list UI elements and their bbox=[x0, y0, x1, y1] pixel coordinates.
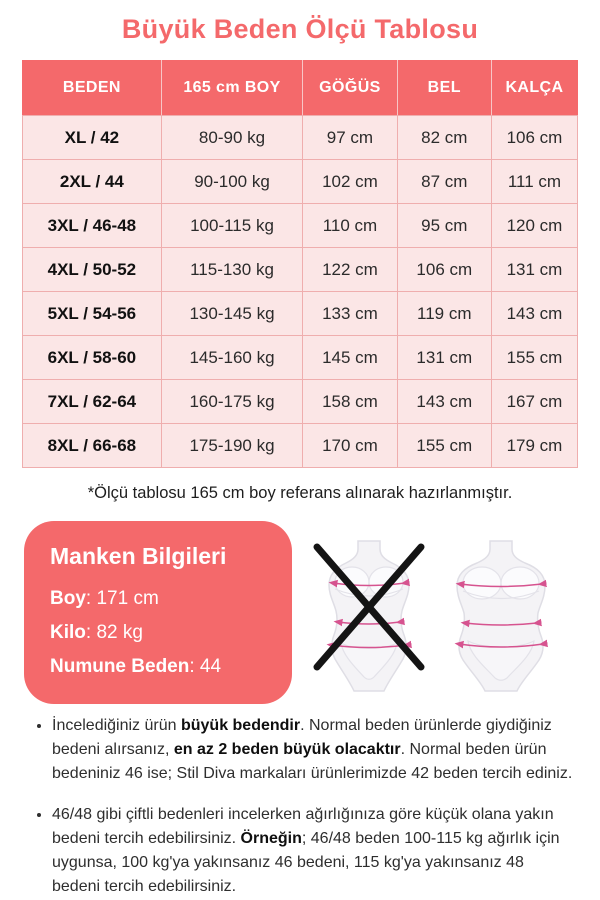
value-cell: 131 cm bbox=[491, 248, 577, 292]
value-cell: 131 cm bbox=[397, 336, 491, 380]
model-info-field: Kilo: 82 kg bbox=[50, 622, 143, 643]
value-cell: 167 cm bbox=[491, 380, 577, 424]
value-cell: 143 cm bbox=[491, 292, 577, 336]
value-cell: 106 cm bbox=[491, 116, 577, 160]
table-row bbox=[23, 160, 578, 204]
value-cell: 155 cm bbox=[491, 336, 577, 380]
column-header: GÖĞÜS bbox=[303, 61, 397, 116]
size-cell: 3XL / 46-48 bbox=[23, 204, 162, 248]
value-cell: 160-175 kg bbox=[161, 380, 303, 424]
value-cell: 145-160 kg bbox=[161, 336, 303, 380]
value-cell: 106 cm bbox=[397, 248, 491, 292]
figure-illustrations bbox=[292, 521, 578, 694]
notes-list bbox=[32, 714, 574, 899]
table-row bbox=[23, 204, 578, 248]
value-cell: 97 cm bbox=[303, 116, 397, 160]
value-cell: 90-100 kg bbox=[161, 160, 303, 204]
size-cell: XL / 42 bbox=[23, 116, 162, 160]
value-cell: 133 cm bbox=[303, 292, 397, 336]
value-cell: 87 cm bbox=[397, 160, 491, 204]
column-header: KALÇA bbox=[491, 61, 577, 116]
size-table-header-row bbox=[23, 61, 578, 116]
model-info-fields bbox=[50, 582, 268, 684]
size-cell: 5XL / 54-56 bbox=[23, 292, 162, 336]
table-row bbox=[23, 248, 578, 292]
value-cell: 110 cm bbox=[303, 204, 397, 248]
size-cell: 4XL / 50-52 bbox=[23, 248, 162, 292]
table-row bbox=[23, 336, 578, 380]
value-cell: 179 cm bbox=[491, 424, 577, 468]
value-cell: 170 cm bbox=[303, 424, 397, 468]
plus-size-figure-icon bbox=[445, 539, 557, 694]
table-row bbox=[23, 116, 578, 160]
value-cell: 122 cm bbox=[303, 248, 397, 292]
size-table-body bbox=[23, 116, 578, 468]
column-header: BEL bbox=[397, 61, 491, 116]
value-cell: 100-115 kg bbox=[161, 204, 303, 248]
size-cell: 6XL / 58-60 bbox=[23, 336, 162, 380]
value-cell: 82 cm bbox=[397, 116, 491, 160]
table-row bbox=[23, 292, 578, 336]
model-info-row bbox=[24, 521, 578, 704]
value-cell: 130-145 kg bbox=[161, 292, 303, 336]
value-cell: 155 cm bbox=[397, 424, 491, 468]
size-cell: 8XL / 66-68 bbox=[23, 424, 162, 468]
model-info-field: Boy: 171 cm bbox=[50, 588, 159, 609]
table-row bbox=[23, 380, 578, 424]
note-item: • 46/48 gibi çiftli bedenleri incelerken ağırlığınıza göre küçük olana yakın bedeni tercih edebilirsiniz. Örneğin; 46/48 beden 100-115 kg ağırlık için uygunsa, 100 kg'ya yakınsanız 46 bedeni, 115 kg'ya yakınsanız 48 bedeni tercih edebilirsiniz. bbox=[52, 803, 574, 899]
column-header: 165 cm BOY bbox=[161, 61, 303, 116]
value-cell: 95 cm bbox=[397, 204, 491, 248]
normal-size-figure-crossed-icon bbox=[313, 539, 425, 694]
table-footnote: *Ölçü tablosu 165 cm boy referans alınarak hazırlanmıştır. bbox=[87, 484, 513, 502]
note-item: • İncelediğiniz ürün büyük bedendir. Normal beden ürünlerde giydiğiniz bedeni alırsanız, en az 2 beden büyük olacaktır. Normal beden ürün bedeniniz 46 ise; Stil Diva markaları ürünlerimizde 42 beden tercih ediniz. bbox=[52, 714, 574, 786]
value-cell: 102 cm bbox=[303, 160, 397, 204]
value-cell: 115-130 kg bbox=[161, 248, 303, 292]
size-table-container bbox=[22, 60, 578, 468]
size-cell: 2XL / 44 bbox=[23, 160, 162, 204]
model-info-card bbox=[24, 521, 292, 704]
value-cell: 143 cm bbox=[397, 380, 491, 424]
size-table bbox=[22, 60, 578, 468]
model-info-title: Manken Bilgileri bbox=[50, 543, 227, 569]
value-cell: 175-190 kg bbox=[161, 424, 303, 468]
page-title: Büyük Beden Ölçü Tablosu bbox=[121, 14, 479, 44]
value-cell: 111 cm bbox=[491, 160, 577, 204]
model-info-field: Numune Beden: 44 bbox=[50, 656, 222, 677]
value-cell: 158 cm bbox=[303, 380, 397, 424]
value-cell: 80-90 kg bbox=[161, 116, 303, 160]
value-cell: 120 cm bbox=[491, 204, 577, 248]
column-header: BEDEN bbox=[23, 61, 162, 116]
value-cell: 145 cm bbox=[303, 336, 397, 380]
table-row bbox=[23, 424, 578, 468]
size-cell: 7XL / 62-64 bbox=[23, 380, 162, 424]
value-cell: 119 cm bbox=[397, 292, 491, 336]
